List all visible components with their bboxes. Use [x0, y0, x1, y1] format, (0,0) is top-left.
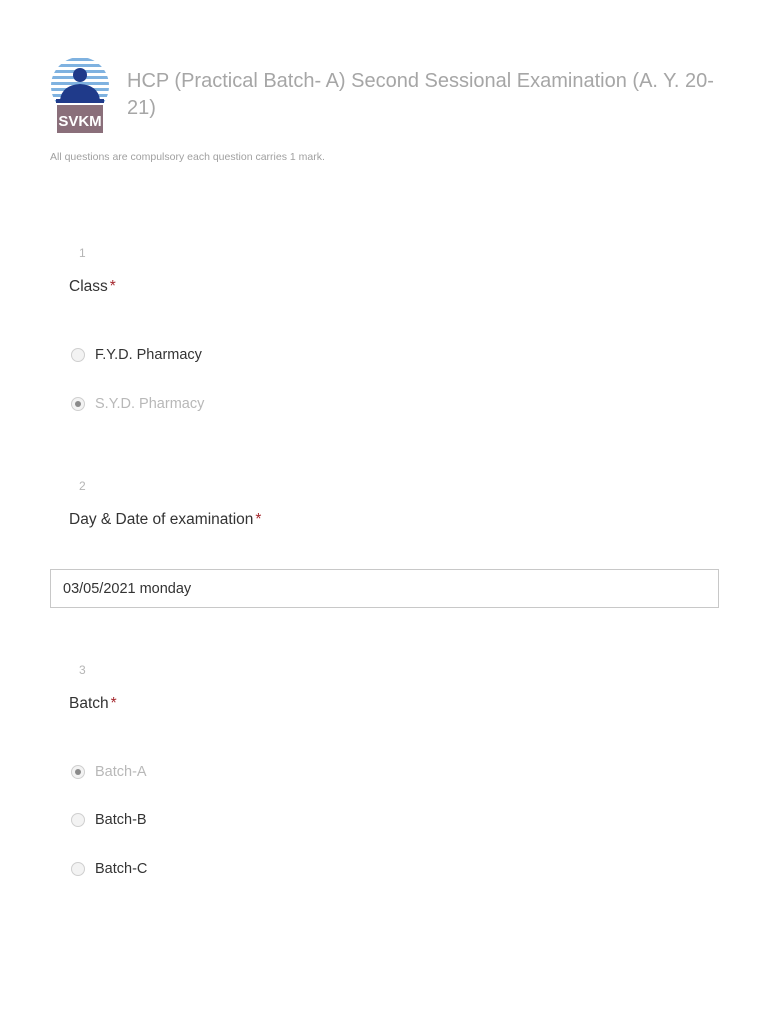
required-asterisk: * — [110, 695, 117, 712]
required-asterisk: * — [255, 511, 262, 528]
radio-option-batch-c[interactable] — [71, 859, 147, 879]
radio-option-label: Batch-A — [95, 764, 147, 780]
radio-button[interactable] — [71, 862, 85, 876]
form-header — [50, 56, 720, 134]
form-description: All questions are compulsory each question carries 1 mark. — [50, 151, 325, 163]
radio-option-syd-pharmacy[interactable] — [71, 394, 204, 414]
radio-option-fyd-pharmacy[interactable] — [71, 345, 202, 365]
radio-option-batch-b[interactable] — [71, 810, 147, 830]
form-title: HCP (Practical Batch- A) Second Sessional Examination (A. Y. 20-21) — [127, 70, 714, 119]
question-label-text: Class — [69, 278, 108, 295]
logo-text: SVKM — [58, 113, 102, 130]
date-answer-value: 03/05/2021 monday — [63, 580, 192, 597]
question-label-class — [69, 278, 116, 296]
radio-option-label: F.Y.D. Pharmacy — [95, 347, 202, 363]
date-answer-field[interactable] — [50, 569, 719, 608]
question-label-date — [69, 511, 261, 529]
question-number: 1 — [79, 246, 86, 260]
question-number: 3 — [79, 663, 86, 677]
radio-option-label: Batch-B — [95, 812, 147, 828]
question-label-text: Batch — [69, 695, 109, 712]
required-asterisk: * — [109, 278, 116, 295]
radio-option-label: Batch-C — [95, 861, 148, 877]
radio-button[interactable] — [71, 813, 85, 827]
question-label-batch — [69, 695, 117, 713]
question-label-text: Day & Date of examination — [69, 511, 254, 528]
radio-option-label: S.Y.D. Pharmacy — [95, 396, 205, 412]
radio-button[interactable] — [71, 348, 85, 362]
radio-option-batch-a[interactable] — [71, 762, 147, 782]
radio-button-selected[interactable] — [71, 397, 85, 411]
radio-button-selected[interactable] — [71, 765, 85, 779]
question-number: 2 — [79, 479, 86, 493]
svkm-logo — [50, 56, 110, 134]
